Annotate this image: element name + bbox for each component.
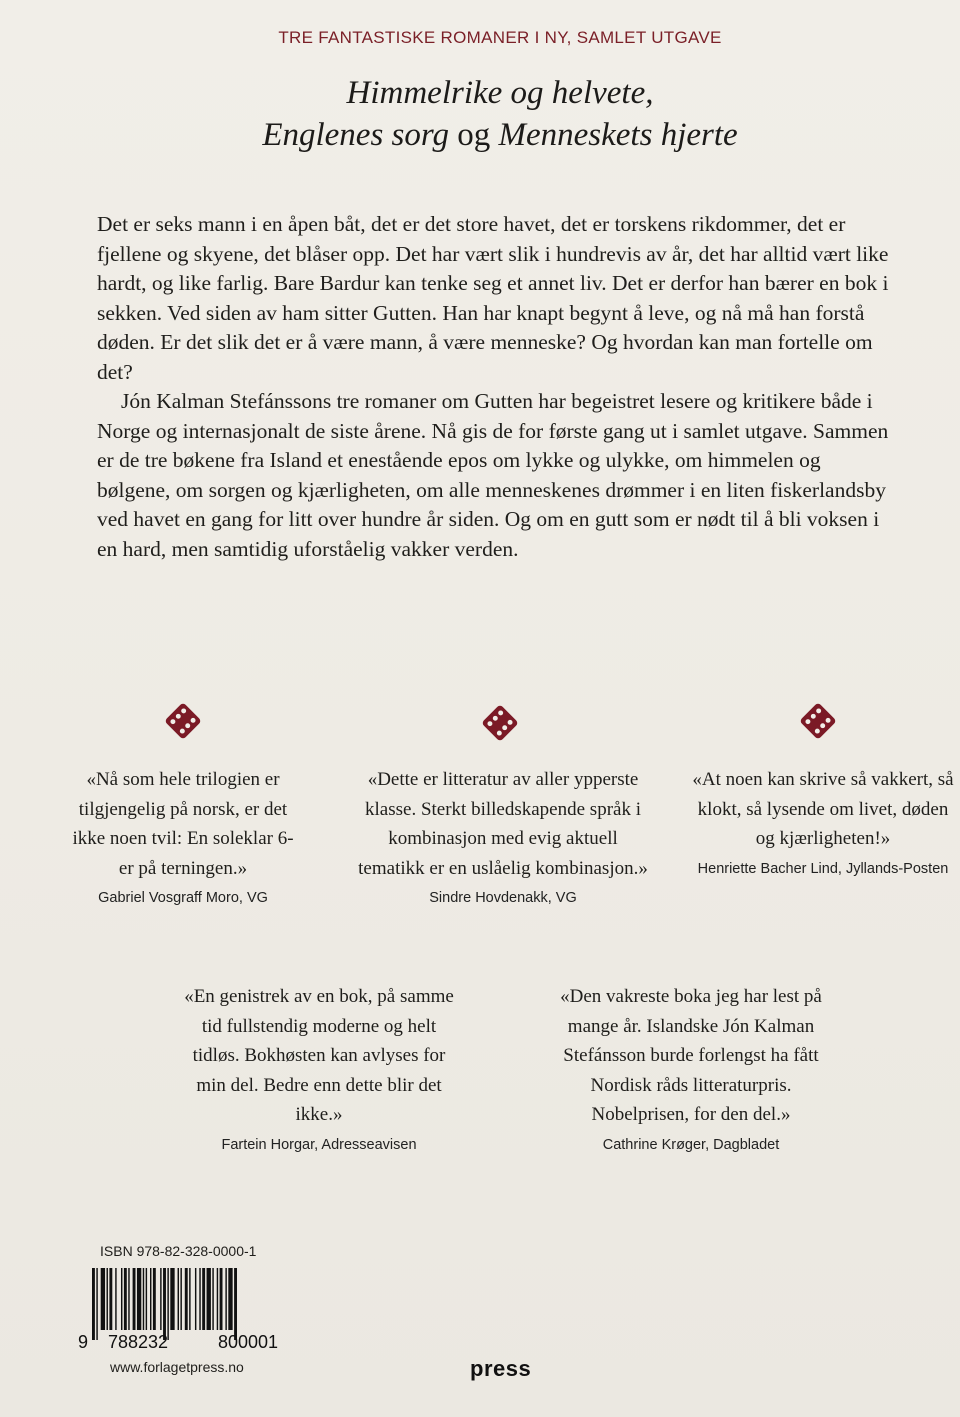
barcode-bar — [107, 1268, 108, 1330]
barcode-bar — [96, 1268, 97, 1340]
barcode-bar — [217, 1268, 218, 1330]
title-conjunction: og — [457, 117, 491, 153]
review-quote: «Den vakreste boka jeg har lest på mange år. Islandske Jón Kalman Stefánsson burde forlengst ha fått Nordisk råds litteraturpris. Nobelprisen, for den del.» — [560, 986, 822, 1125]
barcode-bar — [109, 1268, 112, 1330]
barcode-bar — [180, 1268, 181, 1330]
barcode-bar — [143, 1268, 144, 1330]
review-quote: «En genistrek av en bok, på samme tid fullstendig moderne og helt tidløs. Bokhøsten kan avlyses for min del. Bedre enn dette blir det ikke.» — [184, 986, 454, 1125]
barcode-bar — [234, 1268, 237, 1340]
review-source: Henriette Bacher Lind, Jyllands-Posten — [697, 860, 949, 877]
review-dagbladet — [556, 982, 826, 1156]
barcode-bar — [101, 1268, 105, 1330]
barcode-bar — [185, 1268, 188, 1330]
barcode-bar — [150, 1268, 151, 1330]
barcode-bar — [128, 1268, 129, 1330]
review-vg-hovdenakk — [358, 765, 648, 909]
barcode-bar — [207, 1268, 211, 1330]
review-quote: «Nå som hele trilogien er tilgjengelig på norsk, er det ikke noen tvil: En soleklar 6-er på terningen.» — [72, 769, 294, 879]
isbn-number: ISBN 978-82-328-0000-1 — [100, 1243, 257, 1259]
barcode-bar — [199, 1268, 200, 1330]
review-vg-moro — [70, 765, 296, 909]
review-adresseavisen — [184, 982, 454, 1156]
barcode-group-2: 800001 — [218, 1332, 279, 1352]
barcode-bar — [115, 1268, 116, 1330]
barcode-group-1: 788232 — [108, 1332, 169, 1352]
review-quote: «Dette er litteratur av aller ypperste klasse. Sterkt billedskapende språk i kombinasjon med evig aktuell tematikk er en uslåelig kombinasjon.» — [358, 769, 648, 879]
tagline: TRE FANTASTISKE ROMANER I NY, SAMLET UTGAVE — [278, 28, 722, 47]
barcode-bar — [220, 1268, 223, 1330]
barcode — [78, 1268, 288, 1358]
review-quote: «At noen kan skrive så vakkert, så klokt, så lysende om livet, døden og kjærligheten!» — [692, 769, 954, 849]
six-dice-icon — [164, 702, 202, 740]
barcode-bar — [137, 1268, 141, 1330]
barcode-bar — [195, 1268, 196, 1330]
publisher-website: www.forlagetpress.no — [110, 1359, 244, 1375]
barcode-bar — [167, 1268, 168, 1340]
barcode-bar — [153, 1268, 156, 1330]
description-paragraph-2: Jón Kalman Stefánssons tre romaner om Gutten har begeistret lesere og kritikere både i Norge og internasjonalt de siste årene. Nå gis de for første gang ut i samlet utgave. Sammen er de tre bøkene fra Island et enestående epos om lykke og ulykke, om himmelen og bølgene, om sorgen og kjærligheten, om alle menneskenes drømmer i en liten fiskerlandsby ved havet en gang for litt over hundre år siden. Og om en gutt som er nødt til å bli voksen i en hard, men samtidig uforståelig vakker verden. — [97, 389, 889, 561]
book-titles — [0, 72, 960, 156]
review-source: Gabriel Vosgraff Moro, VG — [98, 890, 268, 906]
review-source: Fartein Horgar, Adresseavisen — [221, 1136, 417, 1153]
review-jyllands-posten — [688, 765, 958, 880]
barcode-lead-digit: 9 — [78, 1332, 89, 1352]
barcode-bar — [189, 1268, 190, 1330]
six-dice-icon — [799, 702, 837, 740]
title-line-2 — [0, 114, 960, 156]
barcode-bar — [92, 1268, 95, 1340]
barcode-bar — [178, 1268, 179, 1330]
barcode-bar — [228, 1268, 232, 1330]
publisher-logo: press — [470, 1356, 532, 1381]
six-dice-icon — [481, 704, 519, 742]
barcode-bar — [202, 1268, 205, 1330]
barcode-bar — [146, 1268, 147, 1330]
review-source: Cathrine Krøger, Dagbladet — [602, 1136, 780, 1153]
description-paragraph-1: Det er seks mann i en åpen båt, det er det store havet, det er torskens rikdommer, det er fjellene og skyene, det blåser opp. Det har vært slik i hundrevis av år, det har alltid vært like hardt, og like farlig. Bare Bardur kan tenke seg et annet liv. Det er derfor han bærer en bok i sekken. Ved siden av ham sitter Gutten. Han har knapt begynt å leve, og nå må han forstå døden. Er det slik det er å være mann, å være menneske? Og hvordan kan man fortelle om det? — [97, 212, 889, 384]
title-englenes-sorg: Englenes sorg — [262, 117, 450, 153]
book-description — [97, 210, 897, 564]
title-menneskets-hjerte: Menneskets hjerte — [498, 117, 738, 153]
barcode-bar — [170, 1268, 174, 1330]
title-line-1 — [0, 72, 960, 114]
barcode-bar — [163, 1268, 166, 1340]
barcode-bars-icon — [92, 1268, 286, 1340]
barcode-bar — [121, 1268, 122, 1330]
barcode-bar — [133, 1268, 136, 1330]
barcode-bar — [160, 1268, 161, 1330]
barcode-bar — [124, 1268, 127, 1330]
title-himmelrike: Himmelrike og helvete, — [346, 75, 654, 111]
barcode-bar — [225, 1268, 226, 1330]
review-source: Sindre Hovdenakk, VG — [429, 890, 577, 906]
barcode-bar — [212, 1268, 213, 1330]
